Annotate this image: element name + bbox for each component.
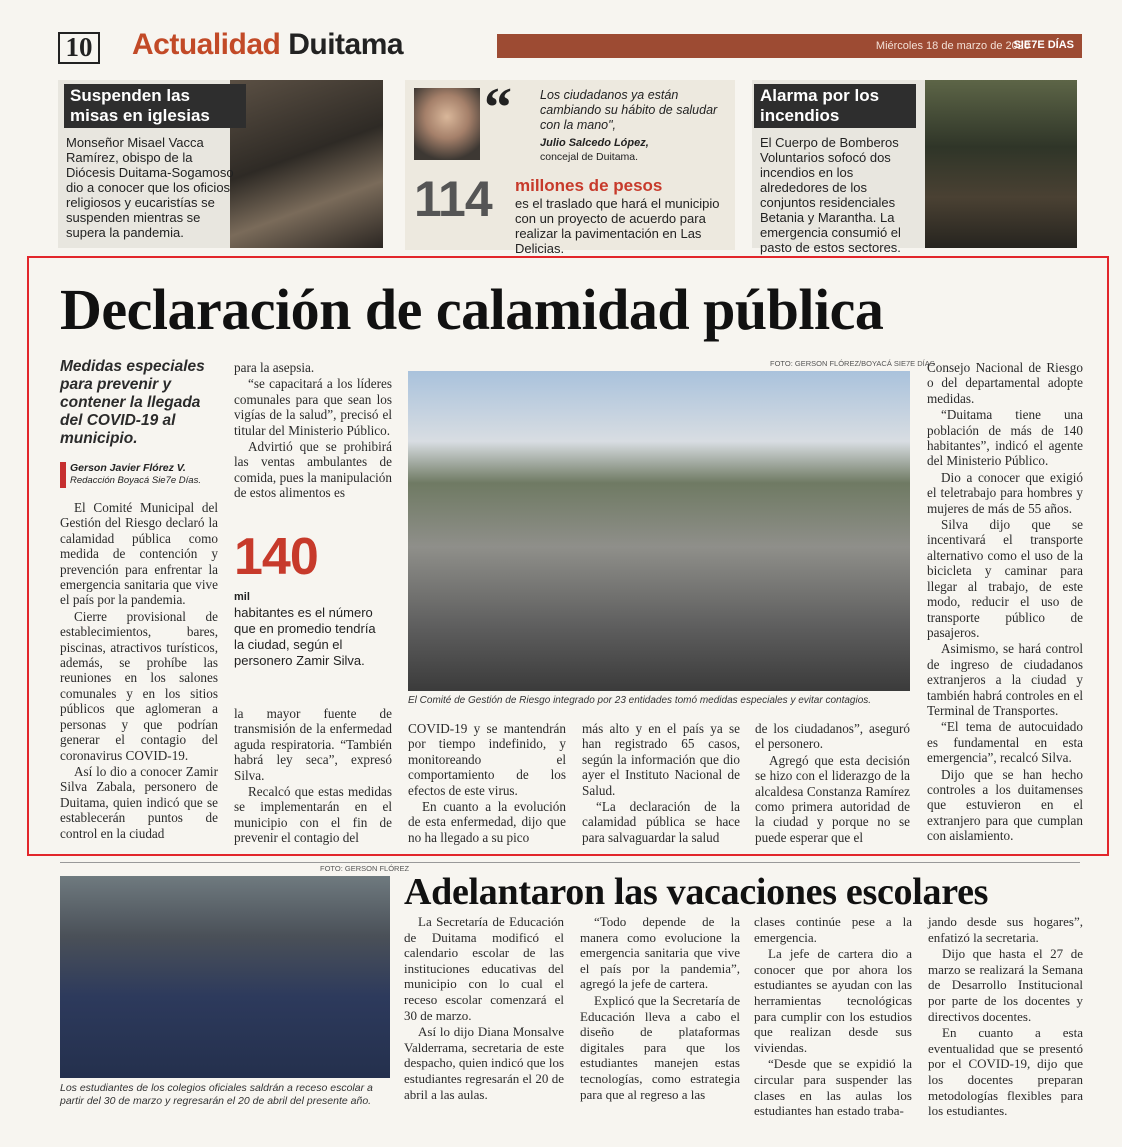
byline-author: Gerson Javier Flórez V.: [70, 462, 186, 474]
issue-date: Miércoles 18 de marzo de 2020: [875, 40, 1030, 52]
section-divider: [60, 862, 1080, 863]
brief-left-title: Suspenden las misas en iglesias: [64, 84, 246, 128]
paragraph: Agregó que esta decisión se hizo con el liderazgo de la alcaldesa Constanza Ramírez como primera autoridad de la ciudad y porque no se puede esperar que el: [755, 752, 910, 845]
church-photo: [230, 80, 383, 248]
quote-text: Los ciudadanos ya están cambiando su hábito de saludar con la mano",: [540, 88, 718, 132]
paragraph: Asimismo, se hará control de ingreso de ciudadanos extranjeros a la ciudad y también habrá controles en el Terminal de Transportes.: [927, 641, 1083, 718]
paragraph: “El tema de autocuidado es fundamental en esta emergencia”, recalcó Silva.: [927, 719, 1083, 766]
main-col-2b: [234, 706, 392, 847]
paragraph: Así lo dijo Diana Monsalve Valderrama, secretaria de este despacho, quien indicó que los estudiantes regresarán el 20 de abril a las aulas.: [404, 1024, 564, 1102]
stat-140-unit: mil: [234, 591, 250, 603]
byline-role: Redacción Boyacá Sie7e Días.: [70, 475, 201, 486]
main-headline: Declaración de calamidad pública: [60, 277, 884, 342]
main-col-5: [755, 721, 910, 846]
quote-mark-icon: “: [484, 77, 512, 139]
paragraph: Recalcó que estas medidas se implementarán en el municipio con el fin de prevenir el contagio del: [234, 784, 392, 846]
paragraph: Explicó que la Secretaría de Educación lleva a cabo el diseño de plataformas digitales para que los estudiantes manejen estas tecnologías, como estrategia para que al regreso a las: [580, 992, 740, 1102]
main-col-2a: [234, 360, 392, 502]
paragraph: más alto y en el país ya se han registrado 65 casos, según la información que dio ayer el Instituto Nacional de Salud.: [582, 721, 740, 798]
quote-author: Julio Salcedo López,: [540, 137, 649, 149]
paragraph: Dijo que se han hecho controles a los duitamenses que estuvieron en el extranjero para que cumplan con aislamiento.: [927, 766, 1083, 844]
paragraph: “Duitama tiene una población de más de 140 habitantes”, indicó el agente del Ministerio Público.: [927, 407, 1083, 469]
paragraph: la mayor fuente de transmisión de la enfermedad aguda respiratoria. “También habrá ley seca”, expresó Silva.: [234, 706, 392, 783]
brief-right-text: El Cuerpo de Bomberos Voluntarios sofocó dos incendios en los alrededores de los conjuntos residenciales Betania y Marantha. La emergencia consumió el pasto de estos sectores.: [760, 135, 901, 255]
second-col-1: [404, 914, 564, 1103]
section-title-b: Duitama: [288, 28, 404, 61]
main-col-4: [582, 721, 740, 846]
main-kicker: Medidas especiales para prevenir y contener la llegada del COVID-19 al municipio.: [60, 358, 205, 447]
students-photo: [60, 876, 390, 1078]
paragraph: En cuanto a la evolución de esta enfermedad, dijo que no ha llegado a su pico: [408, 799, 566, 845]
photo-credit-2: FOTO: GERSON FLÓREZ: [320, 864, 410, 873]
stat-140-text: habitantes es el número que en promedio tendría la ciudad, según el personero Zamir Silva.: [234, 605, 376, 668]
paragraph: Advirtió que se prohibirá las ventas ambulantes de comida, pues la manipulación de estos alimentos es: [234, 439, 392, 501]
stat-114-number: 114: [414, 171, 492, 227]
fire-photo: [925, 80, 1077, 248]
paragraph: En cuanto a esta eventualidad que se presentó por el COVID-19, dijo que los docentes preparan metodologías flexibles para los estudiantes.: [928, 1025, 1083, 1119]
section-title: [132, 28, 403, 62]
brief-left-text: Monseñor Misael Vacca Ramírez, obispo de la Diócesis Duitama-Sogamoso dio a conocer que los oficios religiosos y eucaristías se suspenden mientras se supera la pandemia.: [66, 135, 234, 240]
main-col-3: [408, 721, 566, 846]
photo-credit: FOTO: GERSON FLÓREZ/BOYACÁ SIE7E DÍAS: [770, 359, 935, 368]
paragraph: “se capacitará a los líderes comunales para que sean los vigías de la salud”, precisó el titular del Ministerio Público.: [234, 376, 392, 438]
paragraph: La Secretaría de Educación de Duitama modificó el calendario escolar de las instituciones educativas del municipio con lo cual el receso escolar comenzará el 30 de marzo.: [404, 914, 564, 1023]
paragraph: Así lo dio a conocer Zamir Silva Zabala, personero de Duitama, quien indicó que se establecerán puntos de control en la ciudad: [60, 763, 218, 841]
second-col-3: [754, 914, 912, 1120]
paragraph: Consejo Nacional de Riesgo o del departamental adopte medidas.: [927, 360, 1083, 406]
paragraph: “Todo depende de la manera como evolucione la emergencia sanitaria que vive el país por la pandemia”, agregó la jefe de cartera.: [580, 914, 740, 992]
stat-140-number: 140: [234, 528, 318, 586]
main-col-6: [927, 360, 1083, 845]
paragraph: clases continúe pese a la emergencia.: [754, 914, 912, 945]
paragraph: La jefe de cartera dio a conocer que por ahora los estudiantes se ayudan con las herramientas tecnológicas para cumplir con los estudios que realizan desde sus viviendas.: [754, 946, 912, 1055]
paragraph: de los ciudadanos”, aseguró el personero.: [755, 721, 910, 752]
brand-label: SIE7E DÍAS: [1013, 39, 1074, 51]
photo-caption-2: Los estudiantes de los colegios oficiales saldrán a receso escolar a partir del 30 de marzo y regresarán el 20 de abril del presente año.: [60, 1082, 373, 1107]
paragraph: Cierre provisional de establecimientos, bares, piscinas, atractivos turísticos, además, se prohíbe las reuniones en los salones comunales y en los sitios públicos que aglomeran a personas y que podrían generar el contagio del coronavirus COVID-19.: [60, 608, 218, 763]
byline-bar: [60, 462, 66, 488]
paragraph: para la asepsia.: [234, 360, 315, 375]
stat-114-text: es el traslado que hará el municipio con un proyecto de acuerdo para realizar la pavimentación en Las Delicias.: [515, 196, 720, 256]
portrait-photo: [414, 88, 480, 160]
section-title-a: Actualidad: [132, 28, 281, 61]
street-photo: [408, 371, 910, 691]
main-col-1: [60, 500, 218, 842]
paragraph: jando desde sus hogares”, enfatizó la secretaria.: [928, 914, 1083, 945]
paragraph: COVID-19 y se mantendrán por tiempo indefinido, y monitoreando el comportamiento de los efectos de este virus.: [408, 721, 566, 798]
second-headline: Adelantaron las vacaciones escolares: [404, 871, 989, 913]
brief-right-title: Alarma por los incendios: [754, 84, 916, 128]
second-col-2: [580, 914, 740, 1103]
page-number: 10: [58, 32, 100, 64]
stat-114-label: millones de pesos: [515, 176, 663, 195]
photo-caption: El Comité de Gestión de Riesgo integrado por 23 entidades tomó medidas especiales y evitar contagios.: [408, 695, 872, 706]
paragraph: El Comité Municipal del Gestión del Riesgo declaró la calamidad pública como medida de contención y prevención para enfrentar la emergencia sanitaria que vive el país por la pandemia.: [60, 500, 218, 608]
paragraph: “La declaración de la calamidad pública se hace para salvaguardar la salud: [582, 799, 740, 845]
paragraph: “Desde que se expidió la circular para suspender las clases en las aulas los estudiantes han estado traba-: [754, 1056, 912, 1119]
quote-role: concejal de Duitama.: [540, 151, 639, 163]
paragraph: Dijo que hasta el 27 de marzo se realizará la Semana de Desarrollo Institucional por parte de los docentes y directivos docentes.: [928, 946, 1083, 1024]
paragraph: Silva dijo que se incentivará el transporte alternativo como el uso de la bicicleta y caminar para llegar al trabajo, de este modo, reducir el uso de transporte público de pasajeros.: [927, 517, 1083, 640]
paragraph: Dio a conocer que exigió el teletrabajo para hombres y mujeres de más de 55 años.: [927, 469, 1083, 516]
second-col-4: [928, 914, 1083, 1120]
